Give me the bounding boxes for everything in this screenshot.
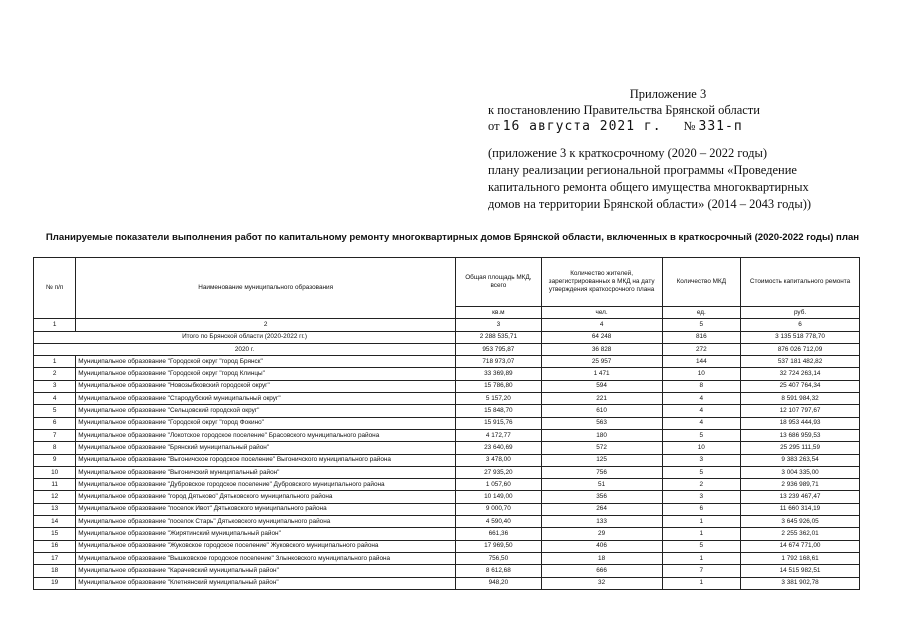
header-area: Общая площадь МКД, всего xyxy=(456,258,542,307)
row-count: 144 xyxy=(662,356,741,368)
column-numbers-row xyxy=(34,319,860,331)
row-residents: 756 xyxy=(541,466,662,478)
row-number: 13 xyxy=(34,503,76,515)
row-area: 1 057,60 xyxy=(456,479,542,491)
header-cost: Стоимость капитального ремонта xyxy=(741,258,860,307)
total-row xyxy=(34,331,860,343)
table-row xyxy=(34,503,860,515)
table-row xyxy=(34,429,860,441)
row-area: 10 149,00 xyxy=(456,491,542,503)
document-title: Планируемые показатели выполнения работ по капитальному ремонту многоквартирных домов Брянской области, включенных в краткосрочный (2020-2022 годы) план xyxy=(45,232,860,243)
row-residents: 32 xyxy=(541,577,662,589)
table-row xyxy=(34,565,860,577)
row-residents: 1 471 xyxy=(541,368,662,380)
unit-area: кв.м xyxy=(456,307,542,319)
row-count: 1 xyxy=(662,552,741,564)
total-area: 2 288 535,71 xyxy=(456,331,542,343)
row-residents: 406 xyxy=(541,540,662,552)
row-area: 661,36 xyxy=(456,528,542,540)
note-line: капитального ремонта общего имущества многоквартирных xyxy=(488,180,809,194)
table-row xyxy=(34,466,860,478)
row-municipality: Муниципальное образование "поселок Старь" Дятьковского муниципального района xyxy=(76,516,456,528)
decree-date: 16 августа 2021 г. xyxy=(502,119,662,134)
row-area: 15 915,76 xyxy=(456,417,542,429)
row-municipality: Муниципальное образование "поселок Ивот" Дятьковского муниципального района xyxy=(76,503,456,515)
row-municipality: Муниципальное образование "город Дятьково" Дятьковского муниципального района xyxy=(76,491,456,503)
number-label: № xyxy=(683,119,696,133)
table-row xyxy=(34,442,860,454)
row-residents: 572 xyxy=(541,442,662,454)
row-residents: 133 xyxy=(541,516,662,528)
note-line: плану реализации региональной программы «Проведение xyxy=(488,163,797,177)
col-number: 5 xyxy=(662,319,741,331)
row-cost: 13 239 467,47 xyxy=(741,491,860,503)
col-number: 4 xyxy=(541,319,662,331)
year-cost: 876 026 712,09 xyxy=(741,343,860,355)
row-number: 3 xyxy=(34,380,76,392)
row-count: 4 xyxy=(662,393,741,405)
row-count: 7 xyxy=(662,565,741,577)
row-cost: 32 724 263,14 xyxy=(741,368,860,380)
table-row xyxy=(34,528,860,540)
row-residents: 51 xyxy=(541,479,662,491)
row-municipality: Муниципальное образование "Сельцовский городской округ" xyxy=(76,405,456,417)
row-number: 15 xyxy=(34,528,76,540)
row-area: 8 612,68 xyxy=(456,565,542,577)
year-area: 953 795,87 xyxy=(456,343,542,355)
row-count: 8 xyxy=(662,380,741,392)
indicators-table xyxy=(33,257,860,590)
col-number: 6 xyxy=(741,319,860,331)
row-number: 7 xyxy=(34,429,76,441)
row-cost: 14 674 771,00 xyxy=(741,540,860,552)
total-residents: 64 248 xyxy=(541,331,662,343)
row-number: 18 xyxy=(34,565,76,577)
row-count: 5 xyxy=(662,429,741,441)
row-cost: 25 295 111,59 xyxy=(741,442,860,454)
table-row xyxy=(34,405,860,417)
row-cost: 3 381 902,78 xyxy=(741,577,860,589)
row-municipality: Муниципальное образование "Городской округ "город Клинцы" xyxy=(76,368,456,380)
row-cost: 9 383 263,54 xyxy=(741,454,860,466)
header-name: Наименование муниципального образования xyxy=(76,258,456,319)
table-row xyxy=(34,393,860,405)
row-residents: 264 xyxy=(541,503,662,515)
row-residents: 221 xyxy=(541,393,662,405)
row-municipality: Муниципальное образование "Карачевский муниципальный район" xyxy=(76,565,456,577)
year-residents: 36 828 xyxy=(541,343,662,355)
row-number: 19 xyxy=(34,577,76,589)
row-count: 1 xyxy=(662,528,741,540)
row-count: 5 xyxy=(662,540,741,552)
row-number: 11 xyxy=(34,479,76,491)
col-number: 1 xyxy=(34,319,76,331)
row-cost: 8 591 984,32 xyxy=(741,393,860,405)
row-number: 4 xyxy=(34,393,76,405)
unit-cost: руб. xyxy=(741,307,860,319)
table-row xyxy=(34,380,860,392)
row-area: 33 369,89 xyxy=(456,368,542,380)
table-row xyxy=(34,417,860,429)
table-row xyxy=(34,540,860,552)
row-municipality: Муниципальное образование "Вышковское городское поселение" Злынковского муниципального района xyxy=(76,552,456,564)
col-number: 3 xyxy=(456,319,542,331)
row-municipality: Муниципальное образование "Локотское городское поселение" Брасовского муниципального района xyxy=(76,429,456,441)
table-row xyxy=(34,356,860,368)
row-count: 3 xyxy=(662,491,741,503)
row-residents: 594 xyxy=(541,380,662,392)
row-municipality: Муниципальное образование "Жирятинский муниципальный район" xyxy=(76,528,456,540)
row-number: 16 xyxy=(34,540,76,552)
row-cost: 12 107 797,67 xyxy=(741,405,860,417)
row-number: 12 xyxy=(34,491,76,503)
row-cost: 14 515 982,51 xyxy=(741,565,860,577)
table-row xyxy=(34,491,860,503)
row-count: 2 xyxy=(662,479,741,491)
row-municipality: Муниципальное образование "Дубровское городское поселение" Дубровского муниципального района xyxy=(76,479,456,491)
table-row xyxy=(34,516,860,528)
row-municipality: Муниципальное образование "Выгоничский муниципальный район" xyxy=(76,466,456,478)
row-count: 3 xyxy=(662,454,741,466)
year-label: 2020 г. xyxy=(34,343,456,355)
table-row xyxy=(34,577,860,589)
unit-count: ед. xyxy=(662,307,741,319)
row-cost: 11 660 314,19 xyxy=(741,503,860,515)
appendix-note xyxy=(488,145,888,213)
row-area: 15 786,80 xyxy=(456,380,542,392)
unit-residents: чел. xyxy=(541,307,662,319)
row-number: 6 xyxy=(34,417,76,429)
col-number: 2 xyxy=(76,319,456,331)
appendix-decree-line: к постановлению Правительства Брянской области xyxy=(488,103,760,117)
total-count: 816 xyxy=(662,331,741,343)
year-row xyxy=(34,343,860,355)
table-row xyxy=(34,552,860,564)
row-number: 8 xyxy=(34,442,76,454)
appendix-date-line xyxy=(488,118,888,135)
row-municipality: Муниципальное образование "Клетнянский муниципальный район" xyxy=(76,577,456,589)
row-number: 9 xyxy=(34,454,76,466)
row-area: 9 000,70 xyxy=(456,503,542,515)
row-cost: 25 407 764,34 xyxy=(741,380,860,392)
row-municipality: Муниципальное образование "Жуковское городское поселение" Жуковского муниципального района xyxy=(76,540,456,552)
row-area: 5 157,20 xyxy=(456,393,542,405)
row-cost: 537 181 482,82 xyxy=(741,356,860,368)
note-line: домов на территории Брянской области» (2014 – 2043 годы)) xyxy=(488,197,812,211)
row-residents: 29 xyxy=(541,528,662,540)
row-municipality: Муниципальное образование "Городской округ "город Фокино" xyxy=(76,417,456,429)
total-cost: 3 135 518 778,70 xyxy=(741,331,860,343)
header-row xyxy=(34,258,860,307)
row-area: 4 590,40 xyxy=(456,516,542,528)
appendix-block xyxy=(488,86,888,135)
row-count: 6 xyxy=(662,503,741,515)
row-number: 2 xyxy=(34,368,76,380)
year-count: 272 xyxy=(662,343,741,355)
row-residents: 25 957 xyxy=(541,356,662,368)
row-municipality: Муниципальное образование "Стародубский муниципальный округ" xyxy=(76,393,456,405)
total-label: Итого по Брянской области (2020-2022 гг.) xyxy=(34,331,456,343)
table-row xyxy=(34,454,860,466)
row-number: 17 xyxy=(34,552,76,564)
row-count: 4 xyxy=(662,405,741,417)
row-area: 15 848,70 xyxy=(456,405,542,417)
row-number: 14 xyxy=(34,516,76,528)
row-residents: 18 xyxy=(541,552,662,564)
row-municipality: Муниципальное образование "Брянский муниципальный район" xyxy=(76,442,456,454)
header-residents: Количество жителей, зарегистрированных в МКД на дату утверждения краткосрочного плана xyxy=(541,258,662,307)
row-cost: 2 936 989,71 xyxy=(741,479,860,491)
row-area: 27 935,20 xyxy=(456,466,542,478)
row-area: 4 172,77 xyxy=(456,429,542,441)
row-cost: 1 792 168,61 xyxy=(741,552,860,564)
row-cost: 3 645 926,05 xyxy=(741,516,860,528)
appendix-title: Приложение 3 xyxy=(629,87,707,101)
row-cost: 2 255 362,01 xyxy=(741,528,860,540)
row-municipality: Муниципальное образование "Новозыбковский городской округ" xyxy=(76,380,456,392)
header-number: № п/п xyxy=(34,258,76,319)
row-area: 17 969,50 xyxy=(456,540,542,552)
row-number: 10 xyxy=(34,466,76,478)
row-area: 718 973,07 xyxy=(456,356,542,368)
row-municipality: Муниципальное образование "Выгоничское городское поселение" Выгоничского муниципального района xyxy=(76,454,456,466)
header-count: Количество МКД xyxy=(662,258,741,307)
row-area: 948,20 xyxy=(456,577,542,589)
row-residents: 125 xyxy=(541,454,662,466)
row-cost: 13 686 959,53 xyxy=(741,429,860,441)
row-residents: 356 xyxy=(541,491,662,503)
table-row xyxy=(34,368,860,380)
row-number: 5 xyxy=(34,405,76,417)
table-row xyxy=(34,479,860,491)
table-body xyxy=(34,331,860,589)
row-count: 4 xyxy=(662,417,741,429)
row-count: 10 xyxy=(662,368,741,380)
row-cost: 3 004 335,00 xyxy=(741,466,860,478)
row-residents: 666 xyxy=(541,565,662,577)
row-area: 756,50 xyxy=(456,552,542,564)
row-area: 23 640,69 xyxy=(456,442,542,454)
row-count: 5 xyxy=(662,466,741,478)
row-residents: 563 xyxy=(541,417,662,429)
row-municipality: Муниципальное образование "Городской округ "город Брянск" xyxy=(76,356,456,368)
note-line: (приложение 3 к краткосрочному (2020 – 2022 годы) xyxy=(488,146,768,160)
row-area: 3 478,00 xyxy=(456,454,542,466)
row-count: 1 xyxy=(662,516,741,528)
decree-number: 331-п xyxy=(698,119,743,134)
row-residents: 180 xyxy=(541,429,662,441)
row-cost: 18 953 444,93 xyxy=(741,417,860,429)
from-label: от xyxy=(488,119,500,133)
row-residents: 610 xyxy=(541,405,662,417)
row-count: 10 xyxy=(662,442,741,454)
row-number: 1 xyxy=(34,356,76,368)
row-count: 1 xyxy=(662,577,741,589)
